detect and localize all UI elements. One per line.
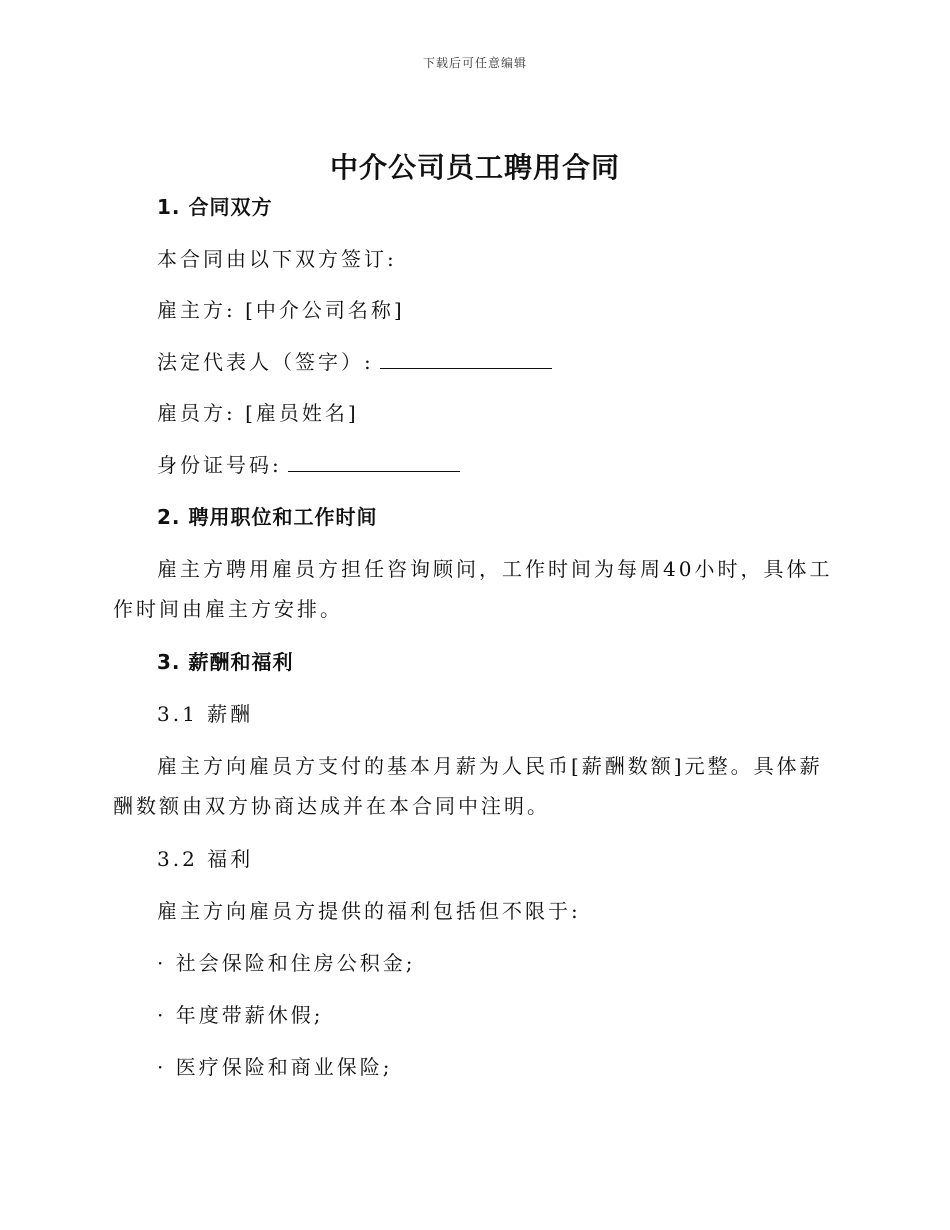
- legal-rep-signature-blank: [380, 350, 552, 369]
- legal-rep-label: 法定代表人（签字）:: [157, 350, 374, 374]
- subsection-3-1-heading: 3.1 薪酬: [157, 702, 254, 726]
- subsection-3-2-heading: 3.2 福利: [157, 847, 254, 871]
- id-number-blank: [288, 453, 460, 472]
- section-1-heading: 1. 合同双方: [157, 195, 273, 219]
- employer-line: 雇主方: [中介公司名称]: [157, 298, 405, 322]
- document-title: 中介公司员工聘用合同: [329, 151, 620, 184]
- subsection-3-1-body: 雇主方向雇员方支付的基本月薪为人民币[薪酬数额]元整。具体薪酬数额由双方协商达成并在本合同中注明。: [113, 754, 823, 818]
- benefit-item: · 年度带薪休假;: [157, 1003, 324, 1027]
- legal-rep-row: [157, 350, 552, 374]
- benefit-item: · 社会保险和住房公积金;: [157, 951, 416, 975]
- employee-line: 雇员方: [雇员姓名]: [157, 401, 359, 425]
- subsection-3-2-intro: 雇主方向雇员方提供的福利包括但不限于:: [157, 899, 581, 923]
- header-note: 下载后可任意编辑: [422, 56, 527, 70]
- section-1-intro: 本合同由以下双方签订:: [157, 247, 397, 271]
- section-2-body: 雇主方聘用雇员方担任咨询顾问，工作时间为每周40小时，具体工作时间由雇主方安排。: [113, 557, 833, 621]
- id-number-row: [157, 453, 460, 477]
- section-3-heading: 3. 薪酬和福利: [157, 650, 294, 674]
- section-2-heading: 2. 聘用职位和工作时间: [157, 505, 378, 529]
- benefit-item: · 医疗保险和商业保险;: [157, 1055, 393, 1079]
- id-number-label: 身份证号码:: [157, 453, 282, 477]
